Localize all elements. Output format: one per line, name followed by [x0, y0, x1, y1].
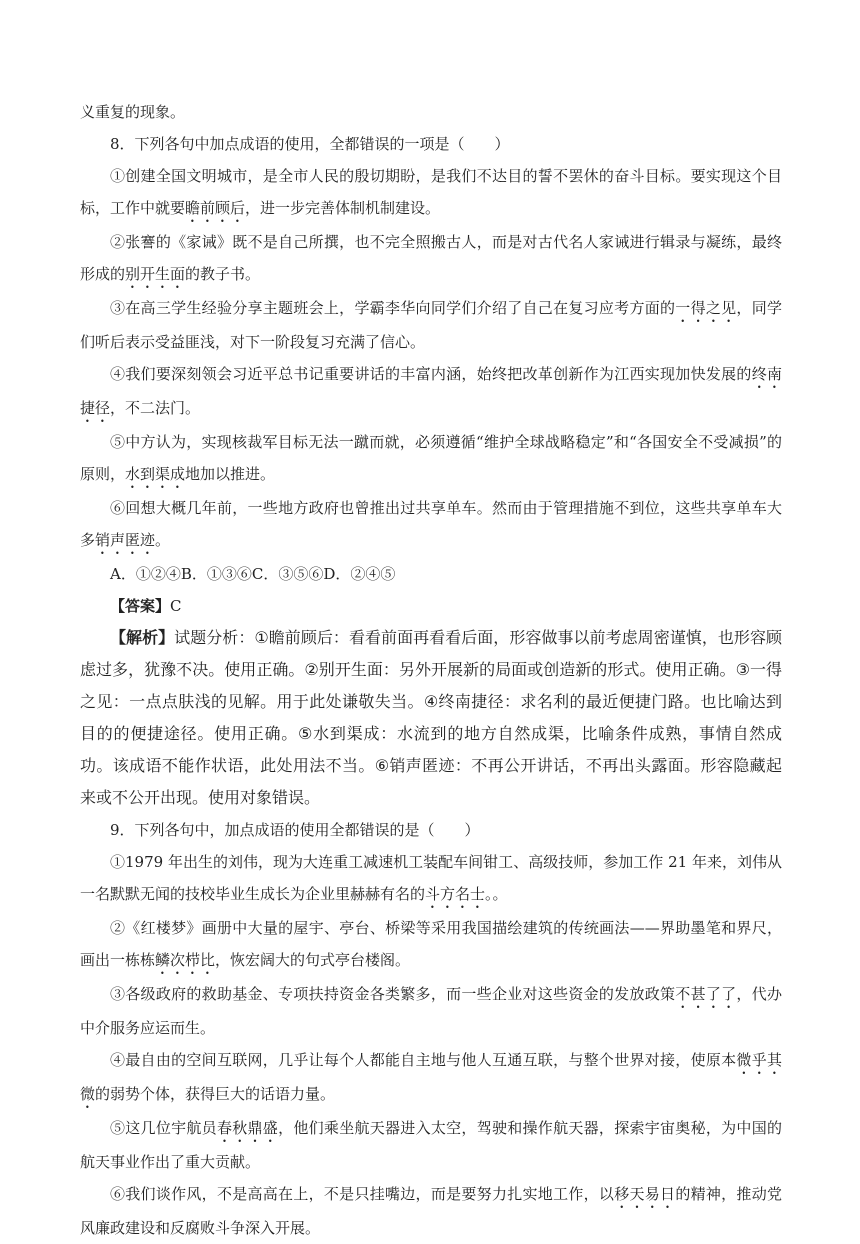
dotted-idiom: 微乎其微: [80, 1051, 782, 1103]
sentence-text: ⑤这几位宇航员: [110, 1119, 217, 1137]
analysis-label: 【解析】: [110, 628, 175, 647]
sentence-text: ，代办中介服务应运而生。: [80, 985, 782, 1037]
sentence-text: ⑤中方认为，实现核裁军目标无法一蹴而就，必须遵循“维护全球战略稳定”和“各国安全不受减损”的原则，: [80, 433, 782, 483]
sentence-text: ⑥回想大概几年前，一些地方政府也曾推出过共享单车。然而由于管理措施不到位，这些共享单车大多: [80, 499, 782, 549]
q8-analysis: [80, 622, 782, 814]
question-stem-text: 8．下列各句中加点成语的使用，全都错误的一项是（ ）: [110, 135, 510, 153]
q9-sentence-5: [80, 1112, 782, 1178]
dotted-idiom: 春秋鼎盛: [216, 1119, 279, 1137]
sentence-text: ④我们要深刻领会习近平总书记重要讲话的丰富内涵，始终把改革创新作为江西实现加快发展的: [110, 365, 752, 383]
sentence-text: 。: [155, 531, 171, 549]
dotted-idiom: 终南捷径: [80, 365, 782, 417]
sentence-text: ，进一步完善体制机制建设。: [245, 199, 441, 217]
q8-sentence-1: [80, 160, 782, 226]
dotted-idiom: 销声匿迹: [95, 531, 156, 549]
q9-sentence-2: [80, 912, 782, 978]
q9-sentence-3: [80, 978, 782, 1044]
sentence-text: 的弱势个体，获得巨大的话语力量。: [95, 1085, 336, 1103]
question-stem-text: 9．下列各句中，加点成语的使用全都错误的是（ ）: [110, 821, 480, 839]
q9-sentence-6: [80, 1178, 782, 1244]
dotted-idiom: 水到渠成: [125, 465, 186, 483]
sentence-text: ，不二法门。: [110, 399, 201, 417]
sentence-text: 地加以推进。: [185, 465, 276, 483]
analysis-text: 试题分析：①瞻前顾后：看看前面再看看后面，形容做事以前考虑周密谨慎，也形容顾虑过多，犹豫不决。使用正确。②别开生面：另外开展新的局面或创造新的形式。使用正确。③一得之见：一点点肤浅的见解。用于此处谦敬失当。④终南捷径：求名利的最近便捷门路。也比喻达到目的的便捷途径。使用正确。⑤水到渠成：水流到的地方自然成渠，比喻条件成熟，事情自然成功。该成语不能作状语，此处用法不当。⑥销声匿迹：不再公开讲话，不再出头露面。形容隐藏起来或不公开出现。使用对象错误。: [80, 628, 782, 807]
q8-sentence-2: [80, 226, 782, 292]
sentence-text: ，他们乘坐航天器进入太空，驾驶和操作航天器，探索宇宙奥秘，为中国的航天事业作出了重大贡献。: [80, 1119, 782, 1171]
dotted-idiom: 斗方名士: [425, 885, 486, 903]
options-text: A．①②④B．①③⑥C．③⑤⑥D．②④⑤: [110, 565, 396, 583]
q9-sentence-1: [80, 846, 782, 912]
sentence-text: ，恢宏阔大的句式亭台楼阁。: [215, 951, 411, 969]
q8-sentence-5: [80, 426, 782, 492]
dotted-idiom: 不甚了了: [675, 985, 737, 1003]
continuation-text: 义重复的现象。: [80, 103, 186, 121]
sentence-text: ⑥我们谈作风，不是高高在上，不是只挂嘴边，而是要努力扎实地工作，以: [110, 1185, 615, 1203]
dotted-idiom: 移天易日: [614, 1185, 676, 1203]
answer-label: 【答案】: [110, 597, 171, 615]
sentence-text: ①1979 年出生的刘伟，现为大连重工减速机工装配车间钳工、高级技师，参加工作 21 年来，刘伟从一名默默无闻的技校毕业生成长为企业里赫赫有名的: [80, 853, 782, 903]
q7-continuation: [80, 96, 782, 128]
q9-stem: [80, 814, 782, 846]
q8-sentence-4: [80, 358, 782, 426]
sentence-text: 的精神，推动党风廉政建设和反腐败斗争深入开展。: [80, 1185, 782, 1237]
dotted-idiom: 瞻前顾后: [185, 199, 246, 217]
sentence-text: ①创建全国文明城市，是全市人民的殷切期盼，是我们不达目的誓不罢休的奋斗目标。要实现这个目标，工作中就要: [80, 167, 782, 217]
q9-sentence-4: [80, 1044, 782, 1112]
sentence-text: ③各级政府的救助基金、专项扶持资金各类繁多，而一些企业对这些资金的发放政策: [110, 985, 676, 1003]
dotted-idiom: 别开生面: [125, 265, 186, 283]
dotted-idiom: 鳞次栉比: [155, 951, 216, 969]
sentence-text: ④最自由的空间互联网，几乎让每个人都能自主地与他人互通互联，与整个世界对接，使原本: [110, 1051, 737, 1069]
q8-stem: [80, 128, 782, 160]
sentence-text: ②《红楼梦》画册中大量的屋宇、亭台、桥梁等采用我国描绘建筑的传统画法——界助墨笔和界尺，画出一栋栋: [80, 919, 782, 969]
q8-answer: [80, 590, 782, 622]
q8-options: [80, 558, 782, 590]
q8-sentence-3: [80, 292, 782, 358]
sentence-text: 。。: [485, 885, 508, 903]
sentence-text: ，同学们听后表示受益匪浅，对下一阶段复习充满了信心。: [80, 299, 782, 351]
q8-sentence-6: [80, 492, 782, 558]
sentence-text: 的教子书。: [185, 265, 261, 283]
answer-value: C: [170, 597, 182, 615]
sentence-text: ③在高三学生经验分享主题班会上，学霸李华向同学们介绍了自己在复习应考方面的: [110, 299, 676, 317]
sentence-text: ②张謇的《家诫》既不是自己所撰，也不完全照搬古人，而是对古代名人家诫进行辑录与凝练，最终形成的: [80, 233, 782, 283]
dotted-idiom: 一得之见: [675, 299, 737, 317]
